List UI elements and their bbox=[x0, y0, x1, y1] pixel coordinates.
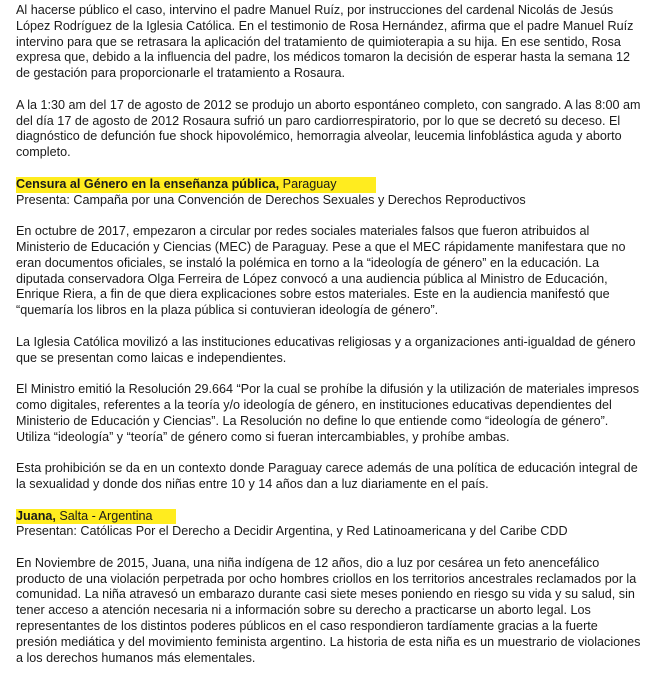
paragraph-paraguay-3: El Ministro emitió la Resolución 29.664 “Por la cual se prohíbe la difusión y la utilización de materiales impresos como digitales, referentes a la teoría y/o ideología de género, en instituciones educativas dependientes del Ministerio de Educación y Ciencias”. La Resolución no define lo que entiende como “ideología de género”. Utiliza “ideología” y “teoría” de género como si fueran intercambiables, y prohíbe ambas. bbox=[16, 382, 639, 444]
paragraph-juana-1: En Noviembre de 2015, Juana, una niña indígena de 12 años, dio a luz por cesárea un feto anencefálico producto de una violación perpetrada por ocho hombres criollos en los territorios ancestrales reclamados por la comunidad. La niña atravesó un embarazo durante casi siete meses poniendo en riesgo su vida y su salud, sin tener acceso a atención necesaria ni a información sobre su derecho a practicarse un aborto legal. Los representantes de los distintos poderes públicos en el caso respondieron tardíamente gracias a la fuerte presión mediática y del movimiento feminista argentino. La historia de esta niña es un muestrario de violaciones a los derechos humanos más elementales. bbox=[16, 555, 641, 665]
case-juana-title bbox=[16, 509, 176, 525]
case-juana-title-bold: Juana, bbox=[16, 508, 56, 523]
case-paraguay-heading bbox=[16, 177, 641, 193]
case-paraguay-title-bold: Censura al Género en la enseñanza pública, bbox=[16, 176, 280, 191]
paragraph-paraguay-1: En octubre de 2017, empezaron a circular por redes sociales materiales falsos que fueron atribuidos al Ministerio de Educación y Ciencias (MEC) de Paraguay. Pese a que el MEC rápidamente manifestara que no eran documentos oficiales, se instaló la polémica en torno a la “ideología de género” en la educación. La diputada conservadora Olga Ferreira de López convocó a una audiencia pública al Ministro de Educación, Enrique Riera, a fin de que diera explicaciones sobre estos materiales. Este en la audiencia manifestó que “quemaría los libros en la plaza pública si contuvieran ideología de género”. bbox=[16, 224, 626, 318]
paragraph-paraguay-2: La Iglesia Católica movilizó a las instituciones educativas religiosas y a organizaciones anti-igualdad de género que se presentan como laicas e independientes. bbox=[16, 334, 636, 365]
case-paraguay-title bbox=[16, 177, 376, 193]
paragraph-rosaura-1: Al hacerse público el caso, intervino el padre Manuel Ruíz, por instrucciones del cardenal Nicolás de Jesús López Rodríguez de la Iglesia Católica. En el testimonio de Rosa Hernández, afirma que el padre Manuel Ruíz intervino para que se retrasara la aplicación del tratamiento de quimioterapia a su hija. En ese sentido, Rosa expresa que, debido a la influencia del padre, los médicos tomaron la decisión de esperar hasta la semana 12 de gestación para proporcionarle el tratamiento a Rosaura. bbox=[16, 3, 634, 81]
document-page bbox=[16, 3, 641, 682]
case-juana-heading bbox=[16, 509, 641, 525]
paragraph-paraguay-4: Esta prohibición se da en un contexto donde Paraguay carece además de una política de educación integral de la sexualidad y donde dos niñas entre 10 y 14 años dan a luz diariamente en el país. bbox=[16, 461, 638, 491]
case-paraguay-place: Paraguay bbox=[279, 176, 337, 191]
case-juana-presenta: Presentan: Católicas Por el Derecho a Decidir Argentina, y Red Latinoamericana y del Caribe CDD bbox=[16, 524, 568, 539]
case-paraguay-presenta: Presenta: Campaña por una Convención de Derechos Sexuales y Derechos Reproductivos bbox=[16, 192, 526, 207]
case-juana-place: Salta - Argentina bbox=[55, 508, 153, 523]
paragraph-rosaura-2: A la 1:30 am del 17 de agosto de 2012 se produjo un aborto espontáneo completo, con sangrado. A las 8:00 am del día 17 de agosto de 2012 Rosaura sufrió un paro cardiorrespiratorio, por lo que se decretó su deceso. El diagnóstico de defunción fue shock hipovolémico, hemorragia alveolar, leucemia linfoblástica aguda y aborto completo. bbox=[16, 97, 641, 160]
